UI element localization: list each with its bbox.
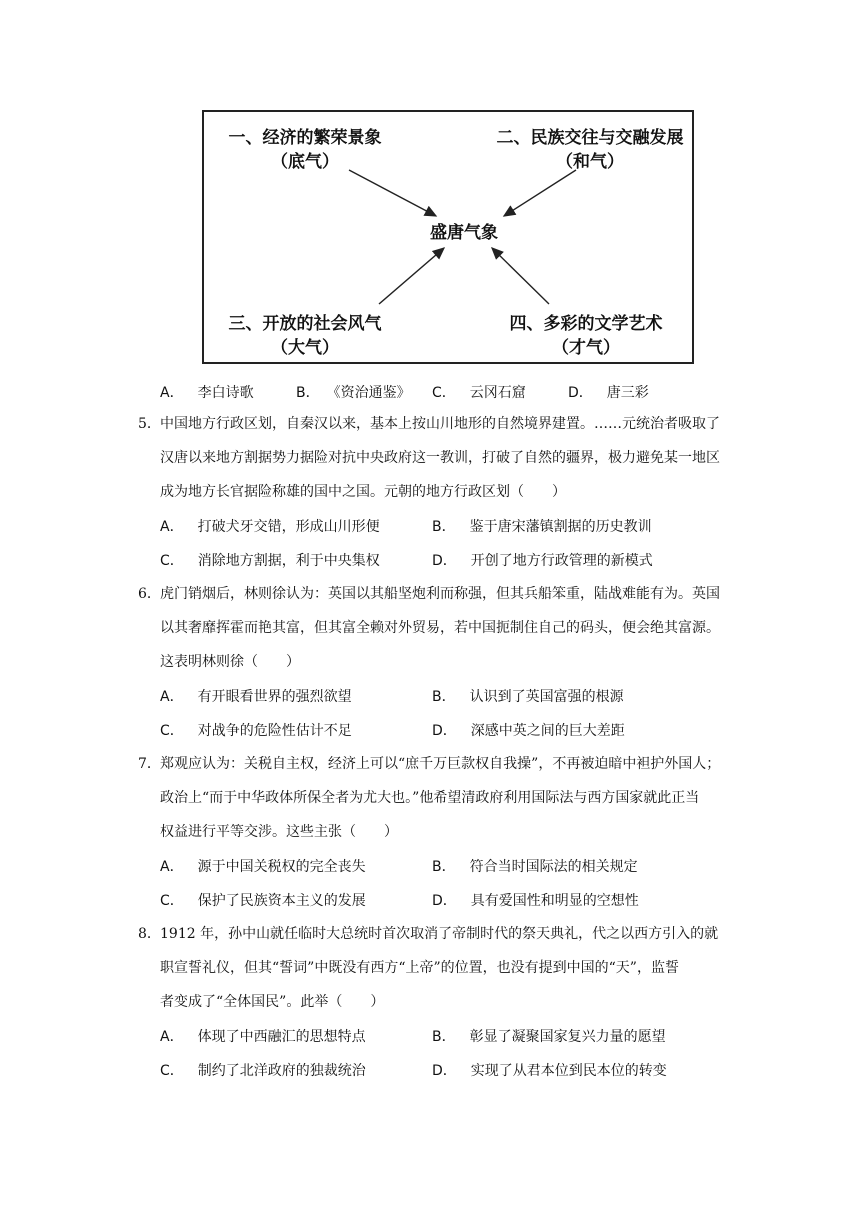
option-text: 认识到了英国富强的根源 bbox=[469, 689, 624, 705]
option-letter: C． bbox=[160, 1063, 184, 1079]
q5-option-a[interactable] bbox=[160, 516, 380, 536]
option-letter: C． bbox=[160, 893, 184, 909]
diagram-node-economy bbox=[220, 126, 390, 174]
option-text: 彰显了凝聚国家复兴力量的愿望 bbox=[469, 1029, 666, 1045]
question-number: 6． bbox=[138, 586, 161, 602]
shengtang-diagram bbox=[202, 110, 694, 364]
option-letter: D． bbox=[432, 1063, 457, 1079]
option-text: 实现了从君本位到民本位的转变 bbox=[470, 1063, 667, 1079]
option-text: 制约了北洋政府的独裁统治 bbox=[197, 1063, 366, 1079]
question-text-line: 以其奢靡挥霍而艳其富，但其富全赖对外贸易，若中国扼制住自己的码头，便会绝其富源。 bbox=[160, 620, 720, 636]
diagram-node-ethnic bbox=[490, 126, 690, 174]
q5-option-b[interactable] bbox=[432, 516, 652, 536]
question-text-line: 郑观应认为：关税自主权，经济上可以“庶千万巨款权自我操”，不再被迫暗中袒护外国人； bbox=[160, 756, 721, 772]
node-sub: （和气） bbox=[556, 152, 624, 172]
question-number: 7． bbox=[138, 756, 161, 772]
node-sub: （才气） bbox=[552, 338, 620, 358]
q7-option-d[interactable] bbox=[432, 890, 639, 910]
node-title: 三、开放的社会风气 bbox=[228, 314, 382, 334]
option-letter: A． bbox=[160, 519, 184, 535]
question-text-line: 这表明林则徐（ ） bbox=[160, 654, 300, 670]
option-text: 对战争的危险性估计不足 bbox=[197, 723, 352, 739]
q7-option-b[interactable] bbox=[432, 856, 638, 876]
question-text-line: 成为地方长官据险称雄的国中之国。元朝的地方行政区划（ ） bbox=[160, 484, 566, 500]
node-title: 二、民族交往与交融发展 bbox=[496, 128, 684, 148]
option-text: 体现了中西融汇的思想特点 bbox=[197, 1029, 366, 1045]
question-text-line: 中国地方行政区划，自秦汉以来，基本上按山川地形的自然境界建置。……元统治者吸取了 bbox=[160, 416, 720, 432]
option-text: 开创了地方行政管理的新模式 bbox=[470, 553, 653, 569]
q8-option-d[interactable] bbox=[432, 1060, 667, 1080]
node-title: 四、多彩的文学艺术 bbox=[509, 314, 663, 334]
option-letter: C． bbox=[160, 723, 184, 739]
option-text: 有开眼看世界的强烈欲望 bbox=[197, 689, 352, 705]
question-text-line: 汉唐以来地方割据势力据险对抗中央政府这一教训，打破了自然的疆界，极力避免某一地区 bbox=[160, 450, 720, 466]
diagram-center: 盛唐气象 bbox=[430, 223, 498, 243]
option-text: 鉴于唐宋藩镇割据的历史教训 bbox=[469, 519, 652, 535]
question-text-line: 虎门销烟后，林则徐认为：英国以其船坚炮利而称强，但其兵船笨重，陆战难能有为。英国 bbox=[160, 586, 720, 602]
q6-option-b[interactable] bbox=[432, 686, 624, 706]
q5-option-d[interactable] bbox=[432, 550, 653, 570]
diagram-node-culture bbox=[496, 312, 676, 360]
option-text: 深感中英之间的巨大差距 bbox=[470, 723, 625, 739]
q4-option-c[interactable] bbox=[432, 382, 526, 402]
option-letter: B． bbox=[296, 385, 320, 401]
node-sub: （底气） bbox=[271, 152, 339, 172]
diagram-node-society bbox=[220, 312, 390, 360]
arrow-4 bbox=[492, 248, 549, 304]
option-letter: B． bbox=[432, 689, 456, 705]
question-text-line: 1912 年，孙中山就任临时大总统时首次取消了帝制时代的祭天典礼，代之以西方引入的就 bbox=[160, 926, 719, 942]
option-letter: B． bbox=[432, 519, 456, 535]
q5-option-c[interactable] bbox=[160, 550, 380, 570]
q6-option-d[interactable] bbox=[432, 720, 625, 740]
option-text: 符合当时国际法的相关规定 bbox=[469, 859, 638, 875]
option-letter: B． bbox=[432, 859, 456, 875]
q8-option-c[interactable] bbox=[160, 1060, 366, 1080]
option-letter: C． bbox=[160, 553, 184, 569]
option-letter: D． bbox=[432, 553, 457, 569]
option-letter: D． bbox=[432, 893, 457, 909]
q4-option-d[interactable] bbox=[568, 382, 649, 402]
option-text: 打破犬牙交错，形成山川形便 bbox=[197, 519, 380, 535]
question-text-line: 职宣誓礼仪，但其“誓词”中既没有西方“上帝”的位置，也没有提到中国的“天”，监誓 bbox=[160, 960, 679, 976]
option-letter: A． bbox=[160, 689, 184, 705]
option-letter: D． bbox=[568, 385, 593, 401]
question-number: 8． bbox=[138, 926, 161, 942]
option-letter: B． bbox=[432, 1029, 456, 1045]
option-text: 保护了民族资本主义的发展 bbox=[197, 893, 366, 909]
question-text-line: 权益进行平等交涉。这些主张（ ） bbox=[160, 824, 398, 840]
q8-option-a[interactable] bbox=[160, 1026, 366, 1046]
q7-option-c[interactable] bbox=[160, 890, 366, 910]
q8-option-b[interactable] bbox=[432, 1026, 666, 1046]
question-text-line: 政治上“而于中华政体所保全者为尤大也。”他希望清政府利用国际法与西方国家就此正当 bbox=[160, 790, 700, 806]
option-text: 唐三彩 bbox=[606, 385, 649, 401]
option-text: 《资治通鉴》 bbox=[333, 385, 411, 401]
option-letter: C． bbox=[432, 385, 456, 401]
arrow-1 bbox=[349, 170, 436, 216]
option-letter: A． bbox=[160, 1029, 184, 1045]
option-letter: A． bbox=[160, 385, 184, 401]
q6-option-a[interactable] bbox=[160, 686, 352, 706]
q6-option-c[interactable] bbox=[160, 720, 352, 740]
node-title: 一、经济的繁荣景象 bbox=[228, 128, 382, 148]
option-letter: D． bbox=[432, 723, 457, 739]
q7-option-a[interactable] bbox=[160, 856, 366, 876]
option-text: 云冈石窟 bbox=[469, 385, 526, 401]
option-text: 消除地方割据，利于中央集权 bbox=[197, 553, 380, 569]
option-letter: A． bbox=[160, 859, 184, 875]
q4-option-b[interactable] bbox=[296, 382, 411, 402]
question-text-line: 者变成了“全体国民”。此举（ ） bbox=[160, 994, 385, 1010]
arrow-3 bbox=[379, 248, 444, 304]
option-text: 具有爱国性和明显的空想性 bbox=[470, 893, 639, 909]
node-sub: （大气） bbox=[271, 338, 339, 358]
option-text: 李白诗歌 bbox=[197, 385, 254, 401]
q4-option-a[interactable] bbox=[160, 382, 254, 402]
option-text: 源于中国关税权的完全丧失 bbox=[197, 859, 366, 875]
arrow-2 bbox=[504, 170, 576, 216]
question-number: 5． bbox=[138, 416, 161, 432]
